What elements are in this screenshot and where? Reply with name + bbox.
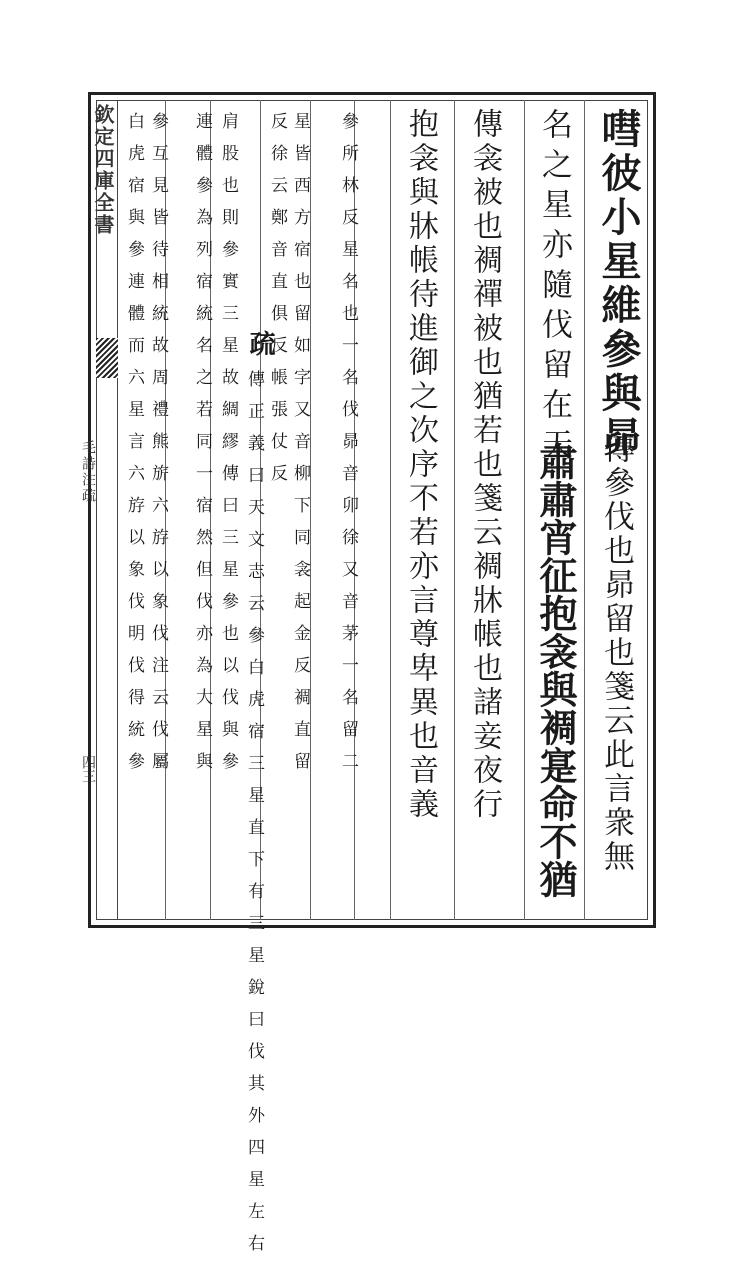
text-column-1-main: 嘒彼小星維參與昴 (595, 108, 642, 460)
column-divider (584, 100, 585, 920)
text-column-2-main: 肅肅宵征抱衾與裯寔命不猶 (533, 442, 578, 898)
fish-tail-ornament (96, 338, 118, 378)
text-column-1-note: 傳參伐也昴留也箋云此言衆無 (598, 432, 634, 874)
page-number: 四三 (80, 755, 96, 783)
text-column-11: 白虎宿與參連體而六星言六斿以象伐明伐得統參 (124, 112, 144, 784)
text-column-2-note: 名之星亦隨伐留在天 (536, 108, 572, 468)
text-column-7c: 傳正義曰天文志云參白虎宿三星直下有三星銳曰伐其外四星左右 (244, 370, 264, 1266)
column-divider (390, 100, 391, 920)
text-column-4: 抱衾與牀帳待進御之次序不若亦言尊卑異也音義 (403, 108, 438, 822)
text-column-5: 參所林反星名也一名伐昴音卯徐又音茅一名留二 (338, 112, 358, 784)
text-column-9: 連體參為列宿統名之若同一宿然但伐亦為大星與 (192, 112, 212, 784)
book-title: 毛詩注疏 (80, 440, 96, 504)
text-column-7-marker: 疏 (245, 330, 275, 356)
library-title: 欽定四庫全書 (91, 104, 115, 236)
text-column-6: 星皆西方宿也留如字又音柳下同衾起金反裯直留 (290, 112, 310, 784)
text-column-10: 參互見皆待相統故周禮熊旂六斿以象伐注云伐屬 (148, 112, 168, 784)
text-column-7a: 反徐云鄭音直俱反帳張仗反 (267, 112, 287, 496)
text-column-3: 傳衾被也裯禪被也猶若也箋云裯牀帳也諸妾夜行 (467, 108, 502, 822)
text-column-8: 肩股也則參實三星故綢繆傳曰三星參也以伐與參 (218, 112, 238, 784)
column-divider (454, 100, 455, 920)
column-divider (524, 100, 525, 920)
